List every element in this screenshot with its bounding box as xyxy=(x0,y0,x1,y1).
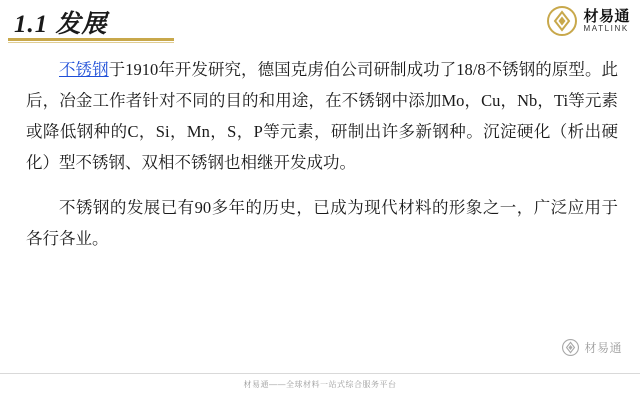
footer-divider xyxy=(0,373,640,374)
diamond-logo-icon xyxy=(562,339,579,356)
brand-logo xyxy=(547,6,630,36)
keyword-stainless-steel[interactable]: 不锈钢 xyxy=(59,60,109,79)
watermark xyxy=(562,339,622,356)
footer-text: 材易通——全球材料一站式综合服务平台 xyxy=(243,380,397,389)
diamond-logo-icon xyxy=(547,6,577,36)
brand-name-en: MATLINK xyxy=(583,23,629,33)
paragraph-1 xyxy=(26,54,618,178)
slide-content xyxy=(26,54,618,256)
brand-name-cn: 材易通 xyxy=(583,7,630,25)
title-underline-thin xyxy=(8,42,174,43)
paragraph-1-text: 于1910年开发研究，德国克虏伯公司研制成功了18/8不锈钢的原型。此后，冶金工作者针对不同的目的和用途，在不锈钢中添加Mo，Cu，Nb，Ti等元素或降低钢种的C，Si，Mn，S，P等元素，研制出许多新钢种。沉淀硬化（析出硬化）型不锈钢、双相不锈钢也相继开发成功。 xyxy=(26,60,619,172)
slide-header xyxy=(0,0,640,46)
title-underline xyxy=(8,38,174,41)
paragraph-2: 不锈钢的发展已有90多年的历史，已成为现代材料的形象之一，广泛应用于各行各业。 xyxy=(26,198,618,248)
brand-text xyxy=(583,9,630,33)
watermark-label: 材易通 xyxy=(584,341,622,355)
page-title: 1.1 发展 xyxy=(14,11,108,38)
